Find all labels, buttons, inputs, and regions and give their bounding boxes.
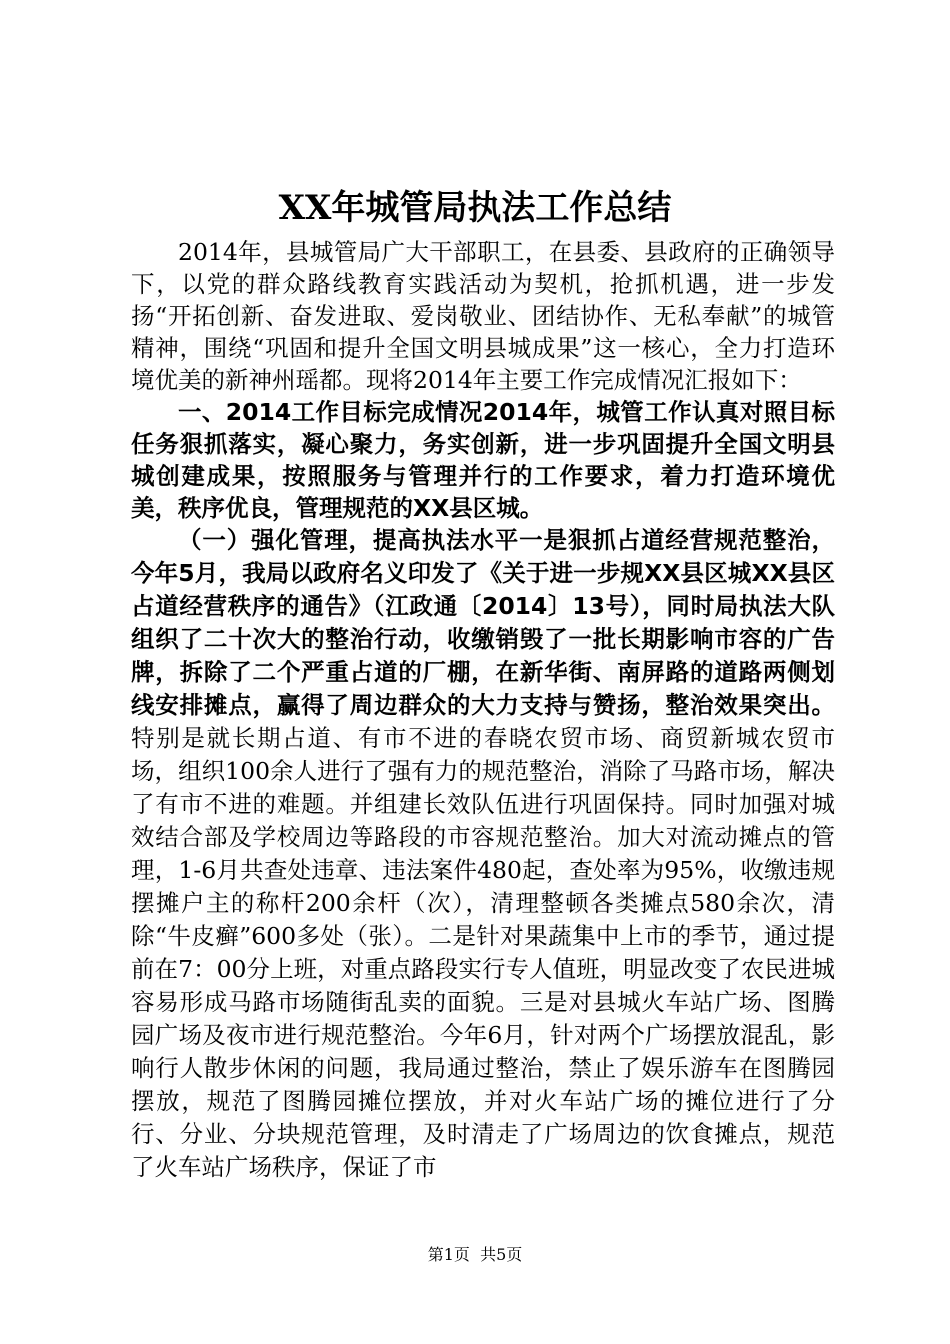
section-one-paragraph: 一、2014工作目标完成情况2014年，城管工作认真对照目标任务狠抓落实，凝心聚力，务实创新，进一步巩固提升全国文明县城创建成果，按照服务与管理并行的工作要求，着力打造环境优美，秩序优良，管理规范的XX县区城。 — [131, 398, 835, 522]
intro-paragraph: 2014年，县城管局广大干部职工，在县委、县政府的正确领导下，以党的群众路线教育实践活动为契机，抢抓机遇，进一步发扬“开拓创新、奋发进取、爱岗敬业、团结协作、无私奉献”的城管精神，围绕“巩固和提升全国文明县城成果”这一核心，全力打造环境优美的新神州瑶都。现将2014年主要工作完成情况汇报如下： — [131, 238, 835, 394]
page-number: 第1页 — [427, 1245, 470, 1264]
subsection-one-regular-text: 特别是就长期占道、有市不进的春晓农贸市场、商贸新城农贸市场，组织100余人进行了强有力的规范整治，消除了马路市场，解决了有市不进的难题。并组建长效队伍进行巩固保持。同时加强对城效结合部及学校周边等路段的市容规范整治。加大对流动摊点的管理，1-6月共查处违章、违法案件480起，查处率为95%，收缴违规摆摊户主的称杆200余杆（次），清理整顿各类摊点580余次，清除“牛皮癣”600多处（张）。二是针对果蔬集中上市的季节，通过提前在7：00分上班，对重点路段实行专人值班，明显改变了农民进城容易形成马路市场随街乱卖的面貌。三是对县城火车站广场、图腾园广场及夜市进行规范整治。今年6月，针对两个广场摆放混乱，影响行人散步休闲的问题，我局通过整治，禁止了娱乐游车在图腾园摆放，规范了图腾园摊位摆放，并对火车站广场的摊位进行了分行、分业、分块规范管理，及时清走了广场周边的饮食摊点，规范了火车站广场秩序，保证了市 — [131, 724, 835, 1181]
subsection-one-paragraph — [131, 524, 835, 1184]
page-footer — [0, 1244, 950, 1266]
document-title: XX年城管局执法工作总结 — [278, 188, 672, 228]
page-total: 共5页 — [480, 1245, 523, 1264]
document-body — [131, 236, 835, 1184]
subsection-one-bold-text: （一）强化管理，提高执法水平一是狠抓占道经营规范整治，今年5月，我局以政府名义印发了《关于进一步规XX县区城XX县区占道经营秩序的通告》（江政通〔2014〕13号），同时局执法大队组织了二十次大的整治行动，收缴销毁了一批长期影响市容的广告牌，拆除了二个严重占道的厂棚，在新华街、南屏路的道路两侧划线安排摊点，赢得了周边群众的大力支持与赞扬，整治效果突出。 — [131, 526, 835, 719]
